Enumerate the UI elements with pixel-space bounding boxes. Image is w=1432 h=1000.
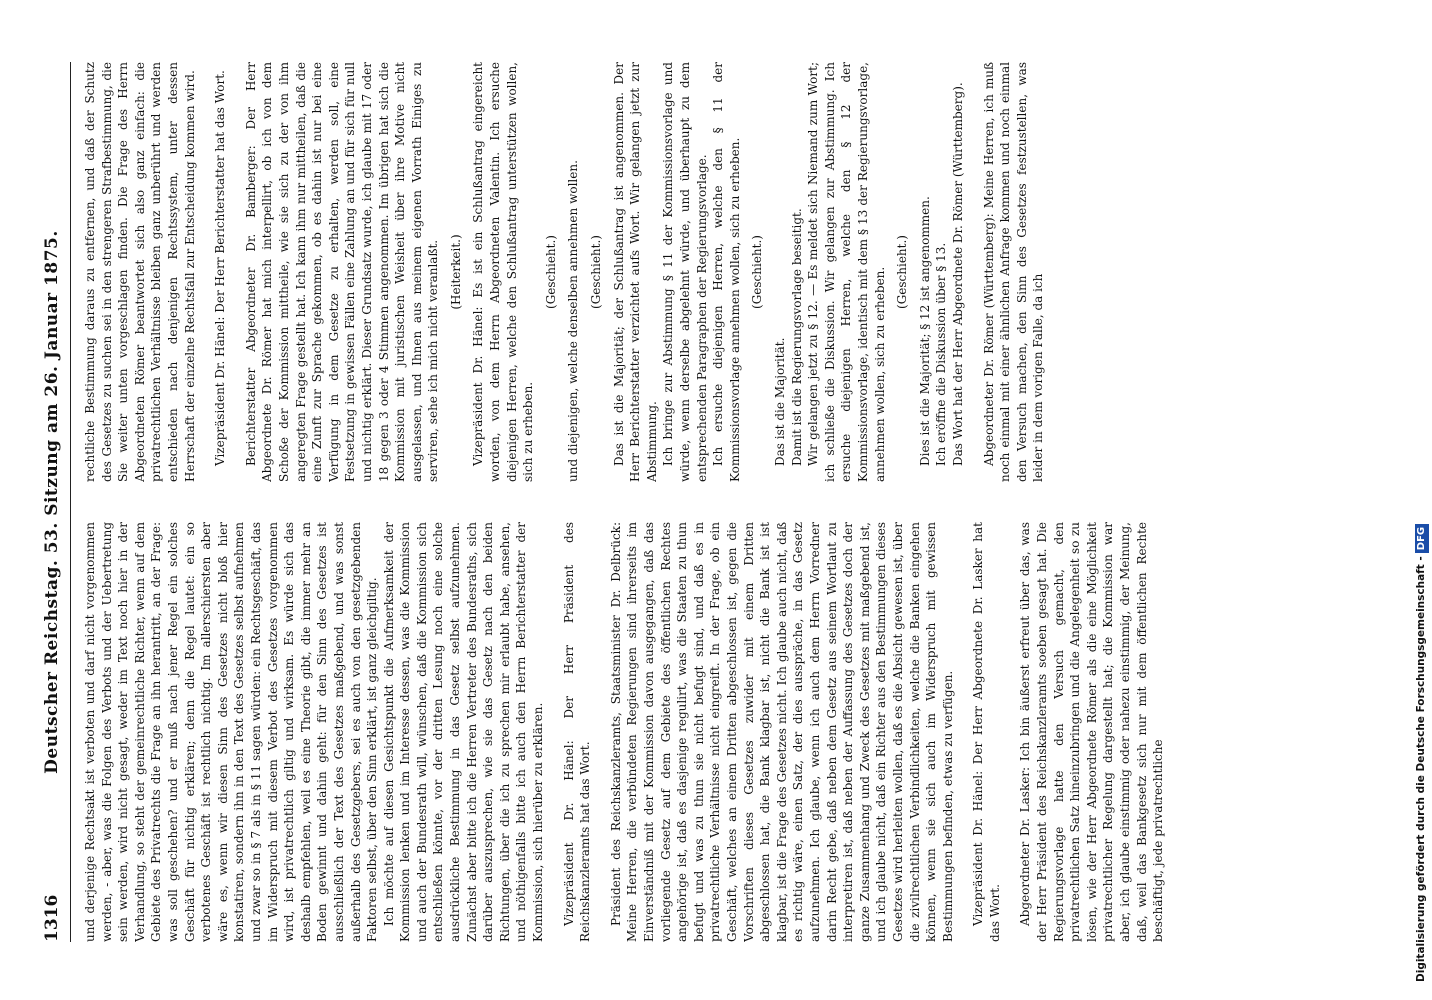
paragraph: Das ist die Majorität. [772, 337, 787, 466]
paragraph: Ich eröffne die Diskussion über § 13. [934, 242, 949, 466]
paragraph: Damit ist die Regierungsvorlage beseitigt. [789, 208, 804, 466]
paragraph: Präsident des Reichskanzleramts, Staatsminister Dr. Delbrück: Meine Herren, die verbündeten Regierungen sind ihrerseits im Einverständniß mit der Kommission davon ausgegangen, daß das vorliegende Gesetz auf dem Gebiete des öffentlichen Rechtes angehörige ist, daß es dasjenige regulirt, was die Staaten zu thun befugt und was zu thun sie nicht befugt sind, und daß es in privatrechtliche Verhältnisse nicht eingreift. In der Frage, ob ein Geschäft, welches an einem Dritten abgeschlossen ist, gegen die Vorschriften dieses Gesetzes zuwider mit einem Dritten abgeschlossen hat, die Bank klagbar ist, nicht die Bank ist ist klagbar, ist die Frage des Gesetzes nicht. Ich glaube auch nicht, daß es richtig wäre, einen Satz, der dies ausspräche, in das Gesetz aufzunehmen. Ich glaube, wenn ich auch dem Herrn Vorredner darin Recht gebe, daß neben dem Gesetz aus seinem Wortlaut zu interpretiren ist, daß neben der Auffassung des Gesetzes doch der ganze Zusammenhang und Zweck des Gesetzes mit maßgebend ist, und ich glaube nicht, daß ein Richter aus den Bestimmungen dieses Gesetzes wird herleiten wollen, daß es die Absicht gewesen ist, über die zivilrechtlichen Verbindlichkeiten, welche die Banken eingehen können, wenn sie sich auch im Widerspruch mit gewissen Bestimmungen befinden, etwas zu verfügen. [608, 522, 955, 942]
stage-direction: (Geschieht.) [543, 235, 558, 309]
paragraph: Berichterstatter Abgeordneter Dr. Bamberger: Der Herr Abgeordnete Dr. Römer hat mich interpellirt, ob ich von dem Schoße der Kommission mittheile, wie sie sich zu der von ihm angeregten Frage gestellt hat. Ich kann ihm nur mittheilen, daß die eine Zunft zur Sprache gekommen, ob es dahin ist nur bei eine Verfügung in dem Gesetze zu erhalten, werden soll, eine Festsetzung in gewissen Fällen eine Zahlung an und für sich für null und nichtig erklärt. Dieser Grundsatz wurde, ich glaube mit 17 oder 18 gegen 3 oder 4 Stimmen angenommen. Im übrigen hat sich die Kommission mit juristischen Weisheit über ihre Motive nicht ausgelassen, und Ihnen aus meinem eigenen Vorrath Einiges zu serviren, sehe ich mich nicht veranlaßt. [243, 62, 441, 482]
stage-direction: (Geschieht.) [895, 235, 910, 309]
left-text-column [82, 522, 1342, 942]
paragraph: Abgeordneter Dr. Lasker: Ich bin äußerst erfreut über das, was der Herr Präsident des Reichskanzleramts soeben gesagt hat. Die Regierungsvorlage hatte den Versuch gemacht, den privatrechtlichen Satz hineinzubringen und die Angelegenheit so zu lösen, wie der Herr Abgeordnete Römer als die eine Möglichkeit privatrechtlicher Regelung dargestellt hat; die Kommission war aber, ich glaube einstimmig oder nahezu einstimmig, der Meinung, daß, weil das Bankgesetz sich nur mit dem öffentlichen Rechte beschäftigt, jede privatrechtliche [1018, 522, 1166, 942]
watermark-text [1410, 0, 1432, 992]
paragraph: Abgeordneter Dr. Römer (Württemberg): Meine Herren, ich muß noch einmal mit einer ähnlichen Anfrage kommen und noch einmal den Versuch machen, den Sinn des Gesetzes festzustellen, was leider in dem vorigen Falle, da ich [981, 62, 1046, 482]
page-number: 1316 [42, 894, 62, 942]
stage-direction: (Geschieht.) [589, 235, 604, 309]
paragraph: Vizepräsident Dr. Hänel: Der Herr Berichterstatter hat das Wort. [213, 70, 228, 466]
stage-direction: (Geschieht.) [750, 235, 765, 309]
paragraph: Dies ist die Majorität; § 12 ist angenommen. [917, 196, 932, 466]
paragraph: Ich möchte auf diesen Gesichtspunkt die Aufmerksamkeit der Kommission lenken und im Interesse dessen, was die Kommission und auch der Bundesrath will, wünschen, daß die Kommission sich entschließen könnte, vor der dritten Lesung noch eine solche ausdrückliche Bestimmung in das Gesetz selbst aufzunehmen. Zunächst aber bitte ich die Herren Vertreter des Bundesraths, sich darüber auszusprechen, wie sie das Gesetz nach den beiden Richtungen, über die ich zu sprechen mir erlaubt habe, ansehen, und nöthigenfalls bitte ich auch den Herrn Berichterstatter der Kommission, sich hierüber zu erklären. [381, 522, 546, 942]
stage-direction: (Heiterkeit.) [448, 234, 463, 310]
paragraph: Ich bringe zur Abstimmung § 11 der Kommissionsvorlage und würde, wenn derselbe abgelehnt würde, und überhaupt zu dem entsprechenden Paragraphen der Regierungsvorlage. [661, 62, 709, 482]
paragraph: und diejenigen, welche denselben annehmen wollen. [566, 160, 581, 482]
paragraph: Vizepräsident Dr. Hänel: Der Herr Präsident des Reichskanzleramts hat das Wort. [561, 522, 593, 942]
paragraph: Das ist die Majorität; der Schlußantrag ist angenommen. Der Herr Berichterstatter verzichtet aufs Wort. Wir gelangen jetzt zur Abstimmung. [611, 62, 659, 482]
watermark-label: Digitalisierung gefördert durch die Deutsche Forschungsgemeinschaft - [1415, 556, 1427, 982]
paragraph: und derjenige Rechtsakt ist verboten und darf nicht vorgenommen werden, - aber, was die Folgen des Verbots und der Uebertretung sein werden, wird nicht gesagt, weder im Text noch hier in der Verhandlung, so steht der gemeinrechtliche Richter, wenn auf dem Gebiete des Privatrechts die Frage an ihn herantritt, an der Frage: was soll geschehen? und er muß nach jener Regel ein solches Geschäft für nichtig erklären; denn die Regel lautet: ein so verbotenes Geschäft ist rechtlich nichtig. Im allerschiersten aber wäre es, wenn wir diesen Sinn des Gesetzes nicht bloß hier konstatiren, sondern ihn in den Text des Gesetzes selbst aufnehmen und zwar so in § 7 als in § 11 sagen würden: ein Rechtsgeschäft, das im Widerspruch mit diesem Verbot des Gesetzes vorgenommen wird, ist privatrechtlich giltig und wirksam. Es würde sich das deshalb empfehlen, weil es eine Theorie gibt, die immer mehr an Boden gewinnt und dahin geht: für den Sinn des Gesetzes ist ausschließlich der Text des Gesetzes maßgebend, und was sonst außerhalb des Gesetzgebers, sei es auch von den gesetzgebenden Faktoren selbst, über den Sinn erklärt, ist ganz gleichgiltig. [83, 522, 380, 942]
paragraph: Vizepräsident Dr. Hänel: Es ist ein Schlußantrag eingereicht worden, von dem Herrn Abgeordneten Valentin. Ich ersuche diejenigen Herren, welche den Schlußantrag unterstützen wollen, sich zu erheben. [471, 62, 536, 482]
paragraph: Vizepräsident Dr. Hänel: Der Herr Abgeordnete Dr. Lasker hat das Wort. [971, 522, 1002, 942]
paragraph: Das Wort hat der Herr Abgeordnete Dr. Römer (Württemberg). [950, 82, 965, 466]
funding-watermark [1406, 8, 1428, 992]
right-text-column [82, 62, 1342, 482]
paragraph: rechtliche Bestimmung daraus zu entfernen, und daß der Schutz des Gesetzes zu suchen sei in den strengeren Strafbestimmung, die Sie weiter unten vorgeschlagen finden. Die Frage des Herrn Abgeordneten Römer beantwortet sich also ganz einfach: die privatrechtlichen Verhältnisse bleiben ganz unberührt und werden entschieden nach denjenigen Rechtssystem, unter dessen Herrschaft der einzelne Rechtsfall zur Entscheidung kommen wird. [83, 62, 197, 482]
paragraph: Ich ersuche diejenigen Herren, welche den § 11 der Kommissionsvorlage annehmen wollen, sich zu erheben. [711, 62, 742, 482]
paragraph: Wir gelangen jetzt zu § 12. — Es meldet sich Niemand zum Wort; ich schließe die Diskussion. Wir gelangen zur Abstimmung. Ich ersuche diejenigen Herren, welche den § 12 der Kommissionsvorlage, identisch mit dem § 13 der Regierungsvorlage, annehmen wollen, sich zu erheben. [806, 62, 887, 482]
page-title: Deutscher Reichstag. 53. Sitzung am 26. Januar 1875. [42, 230, 62, 774]
dfg-logo: DFG [1415, 524, 1429, 553]
page-header [42, 62, 71, 942]
